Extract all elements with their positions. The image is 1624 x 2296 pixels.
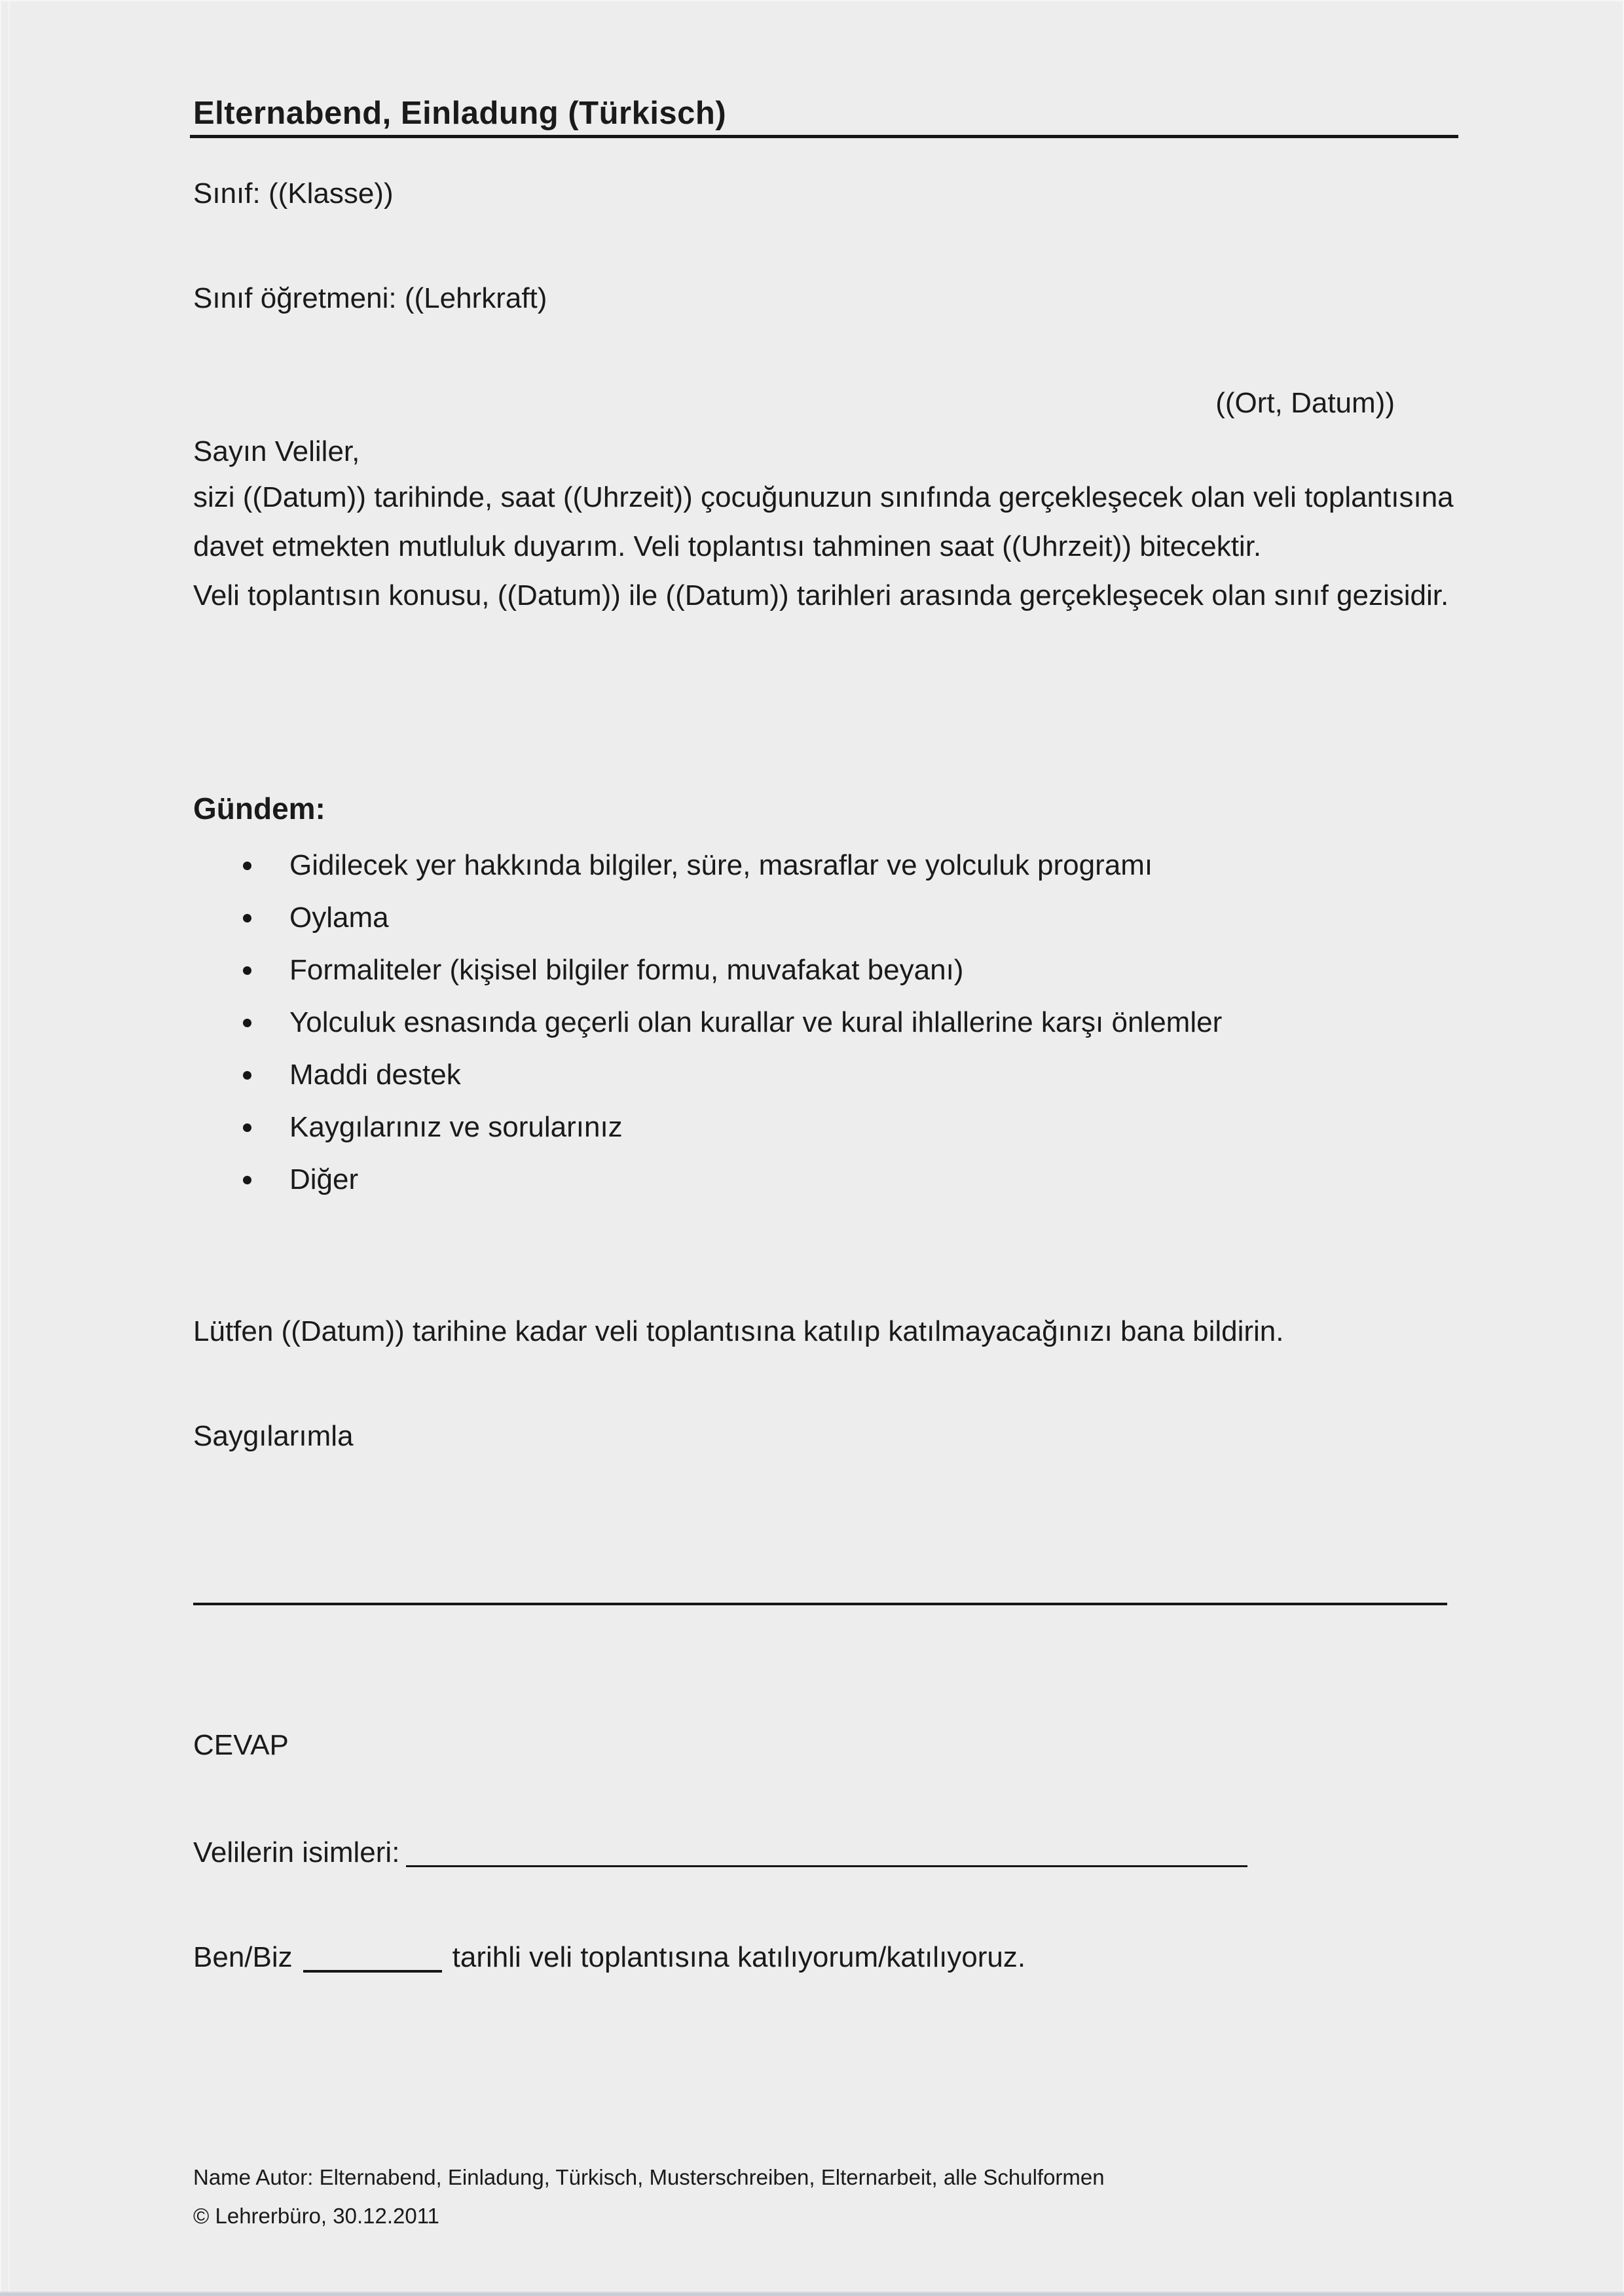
agenda-item-text: Oylama xyxy=(289,902,389,934)
bullet-icon xyxy=(243,1071,251,1080)
agenda-list xyxy=(193,839,1457,1206)
body-paragraph-1: sizi ((Datum)) tarihinde, saat ((Uhrzeit)) çocuğunuzun sınıfında gerçekleşecek olan veli toplantısına davet etmekten mutluluk duyarım. Veli toplantısı tahminen saat ((Uhrzeit)) bitecektir. xyxy=(193,481,1454,562)
list-item xyxy=(193,1154,1457,1206)
attendance-date-blank xyxy=(303,1970,442,1973)
closing: Saygılarımla xyxy=(193,1420,354,1452)
bullet-icon xyxy=(243,862,251,870)
parents-names-blank xyxy=(406,1865,1247,1867)
title-underline xyxy=(190,135,1458,138)
page-left-edge xyxy=(9,0,10,2296)
agenda-item-text: Formaliteler (kişisel bilgiler formu, muvafakat beyanı) xyxy=(289,954,964,986)
document-title: Elternabend, Einladung (Türkisch) xyxy=(193,96,727,131)
bullet-icon xyxy=(243,914,251,922)
attendance-row xyxy=(193,1933,1457,1982)
agenda-item-text: Maddi destek xyxy=(289,1059,461,1091)
bullet-icon xyxy=(243,966,251,975)
agenda-item-text: Gidilecek yer hakkında bilgiler, süre, masraflar ve yolculuk programı xyxy=(289,849,1153,881)
parents-names-label: Velilerin isimleri: xyxy=(193,1836,400,1868)
footer-author-line: Name Autor: Elternabend, Einladung, Türkisch, Musterschreiben, Elternarbeit, alle Schulformen xyxy=(193,2165,1105,2189)
signature-line xyxy=(193,1603,1447,1605)
class-field: Sınıf: ((Klasse)) xyxy=(193,177,394,210)
attendance-prefix: Ben/Biz xyxy=(193,1941,293,1973)
list-item xyxy=(193,996,1457,1049)
footer xyxy=(193,2158,1457,2235)
letter-body xyxy=(193,473,1457,620)
teacher-field: Sınıf öğretmeni: ((Lehrkraft) xyxy=(193,282,547,314)
agenda-item-text: Kaygılarınız ve sorularınız xyxy=(289,1111,623,1143)
bullet-icon xyxy=(243,1123,251,1132)
rsvp-request-line: Lütfen ((Datum)) tarihine kadar veli toplantısına katılıp katılmayacağınızı bana bildirin. xyxy=(193,1315,1284,1347)
parents-names-row xyxy=(193,1828,1457,1877)
agenda-heading: Gündem: xyxy=(193,792,325,826)
list-item xyxy=(193,944,1457,996)
list-item xyxy=(193,1049,1457,1101)
bullet-icon xyxy=(243,1176,251,1184)
place-date-field: ((Ort, Datum)) xyxy=(1215,387,1395,419)
bullet-icon xyxy=(243,1019,251,1027)
list-item xyxy=(193,892,1457,944)
agenda-item-text: Yolculuk esnasında geçerli olan kurallar ve kural ihlallerine karşı önlemler xyxy=(289,1006,1223,1038)
list-item xyxy=(193,1101,1457,1154)
bottom-bar xyxy=(0,2291,1624,2296)
list-item xyxy=(193,839,1457,892)
footer-copyright-line: © Lehrerbüro, 30.12.2011 xyxy=(193,2204,439,2228)
salutation: Sayın Veliler, xyxy=(193,435,360,467)
agenda-item-text: Diğer xyxy=(289,1163,359,1195)
attendance-suffix: tarihli veli toplantısına katılıyorum/katılıyoruz. xyxy=(452,1941,1026,1973)
body-paragraph-2: Veli toplantısın konusu, ((Datum)) ile ((Datum)) tarihleri arasında gerçekleşecek olan sınıf gezisidir. xyxy=(193,579,1449,611)
reply-heading: CEVAP xyxy=(193,1729,289,1761)
